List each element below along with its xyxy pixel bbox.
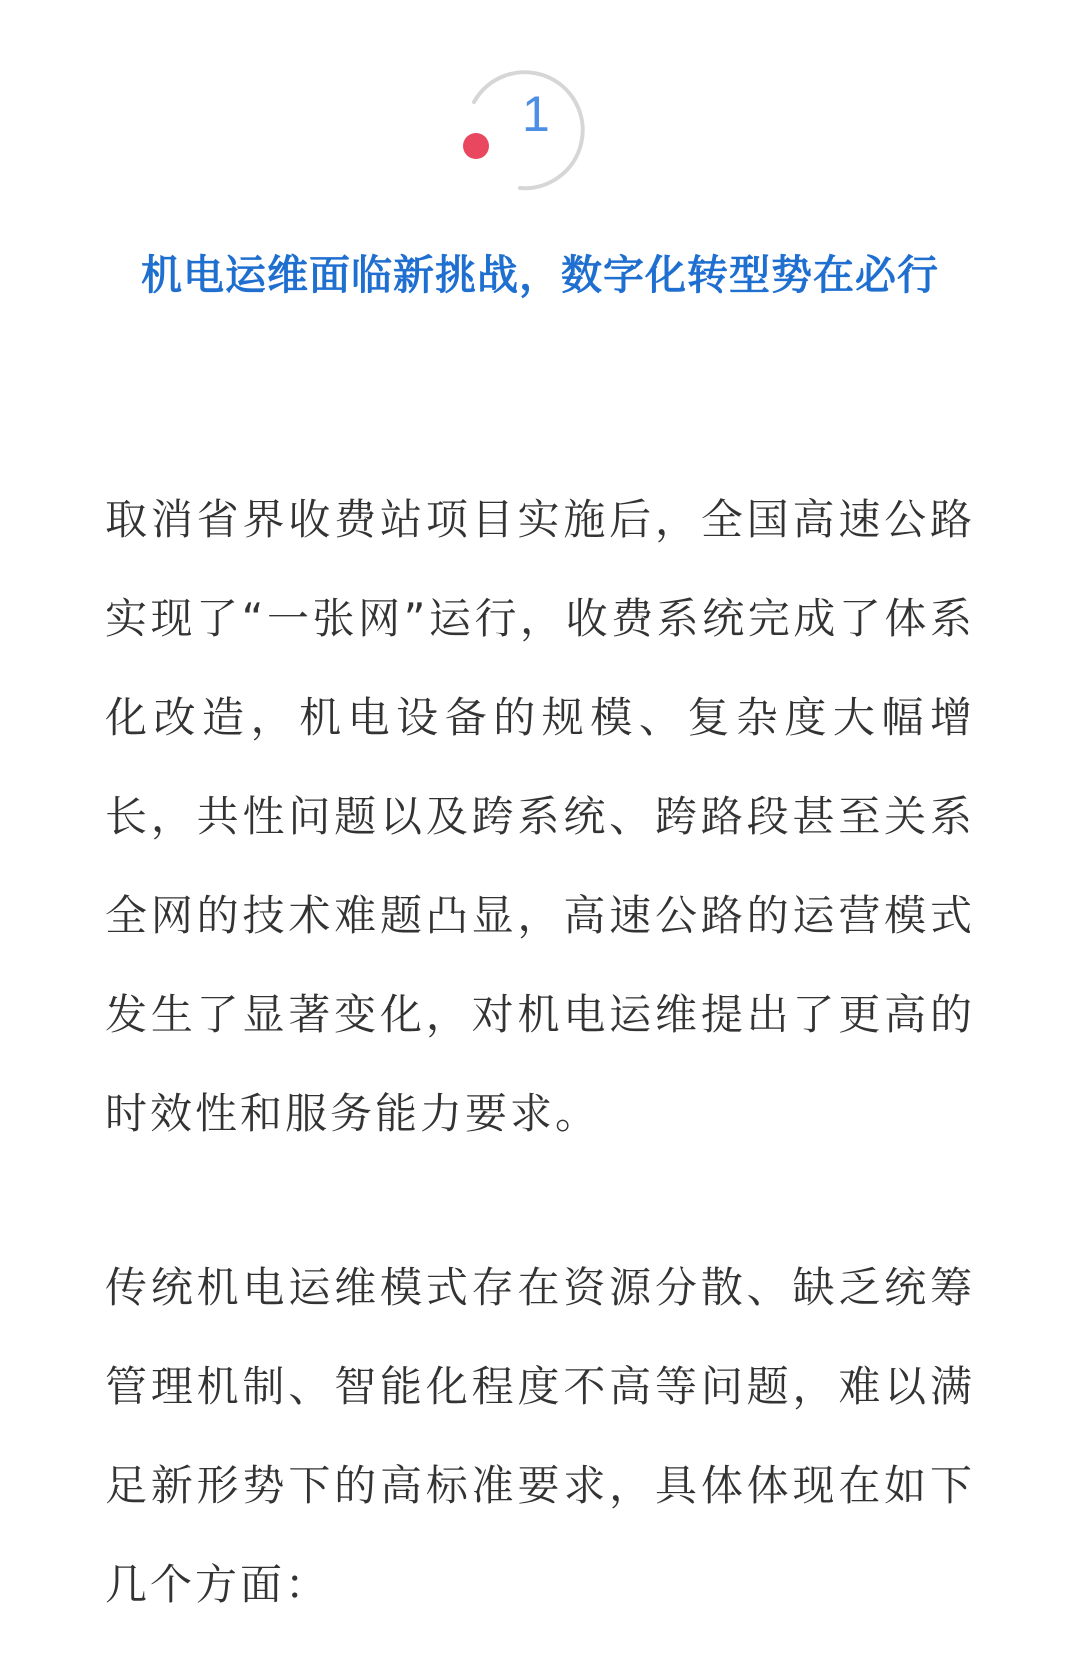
body-paragraph-2: 传统机电运维模式存在资源分散、缺乏统筹管理机制、智能化程度不高等问题，难以满足新形势下的高标准要求，具体体现在如下几个方面： [105, 1263, 975, 1609]
body-paragraph-1: 取消省界收费站项目实施后，全国高速公路实现了“一张网”运行，收费系统完成了体系化改造，机电设备的规模、复杂度大幅增长，共性问题以及跨系统、跨路段甚至关系全网的技术难题凸显，高速公路的运营模式发生了显著变化，对机电运维提出了更高的时效性和服务能力要求。 [105, 495, 975, 1138]
section-title: 机电运维面临新挑战，数字化转型势在必行 [141, 251, 939, 299]
section-number-badge [462, 64, 594, 196]
section-number: 1 [522, 86, 550, 142]
